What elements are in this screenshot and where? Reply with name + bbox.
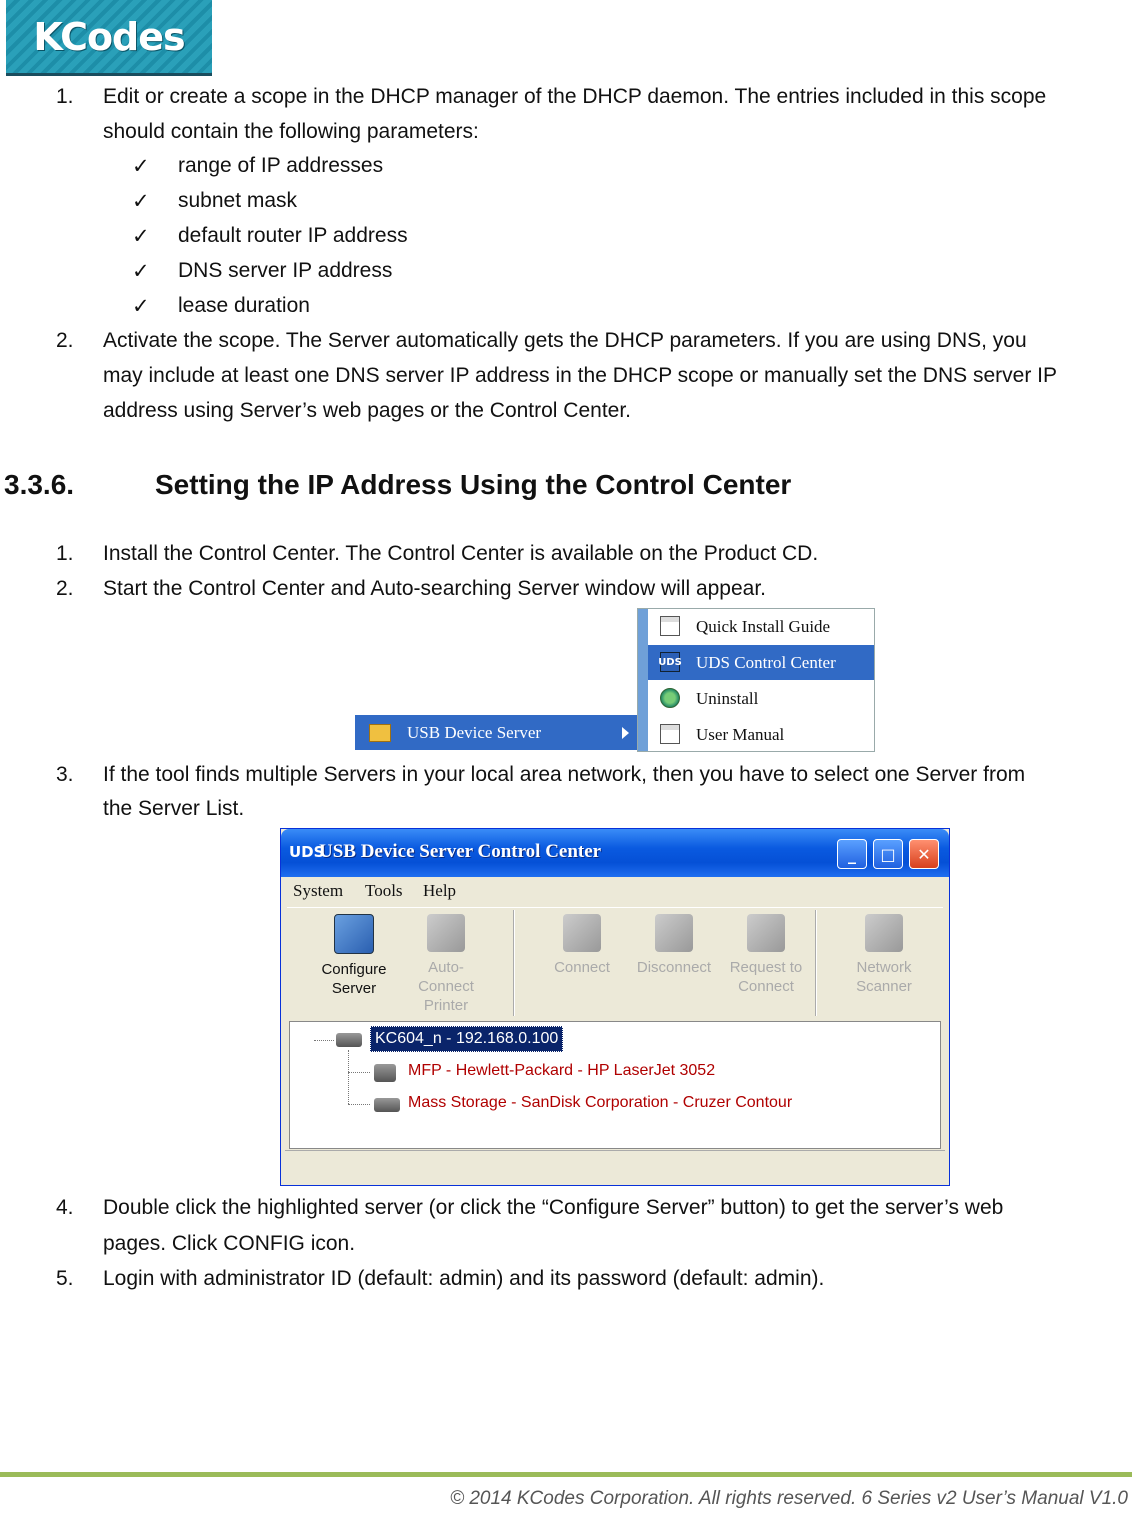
menu-tools[interactable]: Tools (365, 881, 403, 900)
menu-item-label: USB Device Server (407, 722, 542, 742)
check-icon: ✓ (132, 189, 150, 213)
step-text: If the tool finds multiple Servers in your local area network, then you have to select one Server from (103, 763, 1026, 786)
step-text: Double click the highlighted server (or click the “Configure Server” button) to get the server’s web (103, 1196, 1004, 1219)
check-icon: ✓ (132, 224, 150, 248)
document-icon (660, 616, 680, 636)
tool-label: Auto-Connect (418, 959, 474, 995)
tree-connector (348, 1104, 370, 1105)
submenu-item-quick-install-guide[interactable] (648, 609, 874, 644)
submenu-item-uninstall[interactable] (648, 681, 874, 716)
tree-server-node[interactable]: KC604_n - 192.168.0.100 (370, 1026, 563, 1052)
configure-server-icon (334, 914, 374, 954)
footer-text: © 2014 KCodes Corporation. All rights reserved. 6 Series v2 User’s Manual V1.0 (450, 1488, 1128, 1509)
document-icon (660, 724, 680, 744)
tree-device-mfp[interactable]: MFP - Hewlett-Packard - HP LaserJet 3052 (408, 1062, 716, 1079)
paragraph-line: should contain the following parameters: (103, 120, 479, 143)
uds-icon: UDS (660, 652, 680, 672)
tree-device-storage[interactable]: Mass Storage - SanDisk Corporation - Cruzer Contour (408, 1094, 793, 1111)
checklist-item: subnet mask (178, 189, 298, 212)
submenu-item-label: Quick Install Guide (696, 616, 831, 636)
submenu-item-label: Uninstall (696, 688, 759, 708)
toolbar (287, 907, 943, 1020)
check-icon: ✓ (132, 294, 150, 318)
tool-label: Request to (729, 959, 803, 976)
start-menu-screenshot (355, 608, 875, 752)
paragraph-line: may include at least one DNS server IP address in the DHCP scope or manually set the DNS server IP (103, 364, 1057, 387)
tool-label: Network (856, 959, 912, 976)
section-title: Setting the IP Address Using the Control Center (155, 469, 792, 500)
menu-help[interactable]: Help (423, 881, 457, 900)
step-number: 3. (56, 763, 74, 786)
kcodes-logo (6, 0, 212, 76)
menu-system[interactable]: System (293, 881, 344, 900)
tool-label: Configure (321, 961, 387, 978)
checklist-item: default router IP address (178, 224, 408, 247)
footer-rule (0, 1472, 1132, 1477)
tool-label: Connect (554, 959, 610, 976)
usb-device-server-menu-item[interactable] (355, 715, 637, 750)
logo-text: KCodes (33, 14, 185, 59)
printer-icon (427, 914, 465, 952)
paragraph-line: Edit or create a scope in the DHCP manager of the DHCP daemon. The entries included in this scope (103, 85, 1047, 108)
checklist-item: DNS server IP address (178, 259, 393, 282)
folder-icon (369, 724, 391, 742)
window-title: USB Device Server Control Center (319, 841, 602, 862)
tree-connector (314, 1040, 334, 1041)
step-text: Install the Control Center. The Control Center is available on the Product CD. (103, 542, 819, 565)
step-text: pages. Click CONFIG icon. (103, 1232, 356, 1255)
submenu-item-label: User Manual (696, 724, 785, 744)
tree-connector (348, 1072, 370, 1073)
checklist-item: lease duration (178, 294, 310, 317)
check-icon: ✓ (132, 154, 150, 178)
list-number: 2. (56, 329, 74, 352)
tool-label: Disconnect (636, 959, 712, 976)
paragraph-line: Activate the scope. The Server automatically gets the DHCP parameters. If you are using DNS, you (103, 329, 1027, 352)
connect-icon (563, 914, 601, 952)
disconnect-icon (655, 914, 693, 952)
list-number: 1. (56, 85, 74, 108)
window-titlebar (281, 829, 949, 877)
server-icon (336, 1033, 362, 1047)
request-icon (747, 914, 785, 952)
scanner-icon (865, 914, 903, 952)
printer-icon (374, 1064, 396, 1082)
section-number: 3.3.6. (4, 469, 75, 500)
tree-connector (348, 1050, 349, 1104)
connect-button[interactable] (541, 914, 623, 1014)
storage-icon (374, 1098, 400, 1112)
submenu-item-label: UDS Control Center (696, 652, 836, 672)
submenu-arrow-icon (622, 727, 629, 739)
control-center-window (280, 828, 950, 1186)
menu-bar (281, 877, 949, 907)
close-button[interactable]: ✕ (909, 839, 939, 869)
step-number: 4. (56, 1196, 74, 1219)
maximize-button[interactable]: □ (873, 839, 903, 869)
tool-label: Connect (738, 978, 794, 995)
minimize-button[interactable]: _ (837, 839, 867, 869)
submenu-item-uds-control-center[interactable] (648, 645, 874, 680)
check-icon: ✓ (132, 259, 150, 283)
step-number: 2. (56, 577, 74, 600)
checklist-item: range of IP addresses (178, 154, 384, 177)
submenu (637, 608, 875, 752)
step-number: 1. (56, 542, 74, 565)
server-list-tree (289, 1021, 941, 1149)
tool-label: Printer (423, 997, 469, 1014)
uds-icon: UDS (289, 843, 325, 861)
disconnect-button[interactable] (633, 914, 715, 1014)
submenu-item-user-manual[interactable] (648, 717, 874, 752)
auto-connect-printer-button[interactable] (405, 914, 487, 1014)
uninstall-icon (660, 688, 680, 708)
request-to-connect-button[interactable] (725, 914, 807, 1014)
step-text: the Server List. (103, 797, 245, 820)
paragraph-line: address using Server’s web pages or the Control Center. (103, 399, 632, 422)
step-text: Login with administrator ID (default: admin) and its password (default: admin). (103, 1267, 825, 1290)
network-scanner-button[interactable] (843, 914, 925, 1014)
tool-label: Server (331, 980, 377, 997)
configure-server-button[interactable] (313, 914, 395, 1014)
tool-label: Scanner (856, 978, 912, 995)
submenu-strip (638, 609, 648, 751)
step-number: 5. (56, 1267, 74, 1290)
status-bar (285, 1150, 945, 1181)
step-text: Start the Control Center and Auto-searching Server window will appear. (103, 577, 767, 600)
